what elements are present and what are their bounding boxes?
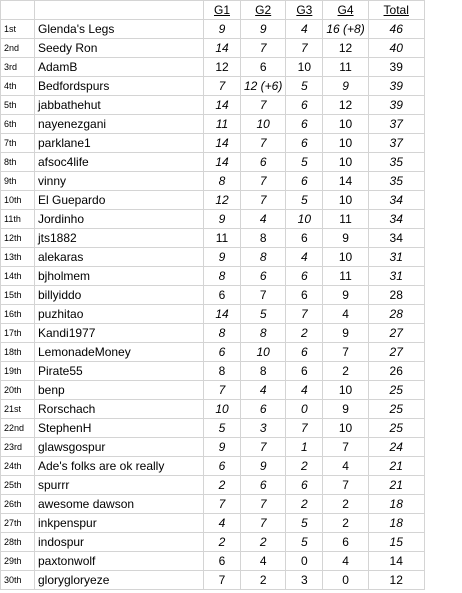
header-g3[interactable]: G3 xyxy=(286,1,323,20)
rank-cell[interactable]: 14th xyxy=(1,267,35,286)
g3-cell[interactable]: 2 xyxy=(286,324,323,343)
g2-cell[interactable]: 4 xyxy=(241,552,286,571)
g1-cell[interactable]: 9 xyxy=(204,248,241,267)
g3-cell[interactable]: 10 xyxy=(286,210,323,229)
g1-cell[interactable]: 6 xyxy=(204,552,241,571)
rank-cell[interactable]: 24th xyxy=(1,457,35,476)
g4-cell[interactable]: 12 xyxy=(323,96,368,115)
g4-cell[interactable]: 0 xyxy=(323,571,368,590)
name-cell[interactable]: Ade's folks are ok really xyxy=(35,457,204,476)
rank-cell[interactable]: 19th xyxy=(1,362,35,381)
g2-cell[interactable]: 6 xyxy=(241,58,286,77)
total-cell[interactable]: 18 xyxy=(368,495,424,514)
g2-cell[interactable]: 3 xyxy=(241,419,286,438)
name-cell[interactable]: puzhitao xyxy=(35,305,204,324)
g4-cell[interactable]: 2 xyxy=(323,362,368,381)
table-row xyxy=(1,457,425,476)
g3-cell[interactable]: 5 xyxy=(286,153,323,172)
g1-cell[interactable]: 9 xyxy=(204,438,241,457)
name-cell[interactable]: El Guepardo xyxy=(35,191,204,210)
g4-cell[interactable]: 10 xyxy=(323,134,368,153)
g3-cell[interactable]: 6 xyxy=(286,362,323,381)
table-row xyxy=(1,39,425,58)
rank-cell[interactable]: 27th xyxy=(1,514,35,533)
g3-cell[interactable]: 6 xyxy=(286,172,323,191)
g3-cell[interactable]: 6 xyxy=(286,115,323,134)
g3-cell[interactable]: 2 xyxy=(286,457,323,476)
g2-cell[interactable]: 10 xyxy=(241,343,286,362)
rank-cell[interactable]: 28th xyxy=(1,533,35,552)
g3-cell[interactable]: 0 xyxy=(286,400,323,419)
g1-cell[interactable]: 14 xyxy=(204,39,241,58)
g1-cell[interactable]: 8 xyxy=(204,267,241,286)
total-cell[interactable]: 14 xyxy=(368,552,424,571)
table-row xyxy=(1,343,425,362)
g4-cell[interactable]: 7 xyxy=(323,476,368,495)
g2-cell[interactable]: 8 xyxy=(241,229,286,248)
header-name[interactable] xyxy=(35,1,204,20)
name-cell[interactable]: afsoc4life xyxy=(35,153,204,172)
g3-cell[interactable]: 6 xyxy=(286,229,323,248)
table-row xyxy=(1,58,425,77)
table-row xyxy=(1,305,425,324)
table-row xyxy=(1,153,425,172)
total-cell[interactable]: 25 xyxy=(368,419,424,438)
name-cell[interactable]: jts1882 xyxy=(35,229,204,248)
name-cell[interactable]: StephenH xyxy=(35,419,204,438)
g1-cell[interactable]: 9 xyxy=(204,20,241,39)
table-row xyxy=(1,248,425,267)
name-cell[interactable]: nayenezgani xyxy=(35,115,204,134)
table-row xyxy=(1,267,425,286)
g1-cell[interactable]: 11 xyxy=(204,115,241,134)
g3-cell[interactable]: 4 xyxy=(286,248,323,267)
g4-cell[interactable]: 10 xyxy=(323,248,368,267)
table-row xyxy=(1,96,425,115)
g1-cell[interactable]: 14 xyxy=(204,96,241,115)
g1-cell[interactable]: 7 xyxy=(204,495,241,514)
total-cell[interactable]: 46 xyxy=(368,20,424,39)
g3-cell[interactable]: 3 xyxy=(286,571,323,590)
total-cell[interactable]: 31 xyxy=(368,248,424,267)
g2-cell[interactable]: 6 xyxy=(241,400,286,419)
g4-cell[interactable]: 9 xyxy=(323,77,368,96)
g4-cell[interactable]: 12 xyxy=(323,39,368,58)
g4-cell[interactable]: 10 xyxy=(323,191,368,210)
g1-cell[interactable]: 8 xyxy=(204,324,241,343)
table-row xyxy=(1,115,425,134)
rank-cell[interactable]: 17th xyxy=(1,324,35,343)
g4-cell[interactable]: 10 xyxy=(323,153,368,172)
total-cell[interactable]: 37 xyxy=(368,134,424,153)
g2-cell[interactable]: 5 xyxy=(241,305,286,324)
g4-cell[interactable]: 14 xyxy=(323,172,368,191)
g3-cell[interactable]: 6 xyxy=(286,96,323,115)
g4-cell[interactable]: 6 xyxy=(323,533,368,552)
name-cell[interactable]: Jordinho xyxy=(35,210,204,229)
g1-cell[interactable]: 7 xyxy=(204,571,241,590)
total-cell[interactable]: 40 xyxy=(368,39,424,58)
g1-cell[interactable]: 12 xyxy=(204,58,241,77)
g1-cell[interactable]: 7 xyxy=(204,77,241,96)
name-cell[interactable]: Pirate55 xyxy=(35,362,204,381)
g4-cell[interactable]: 2 xyxy=(323,495,368,514)
table-row xyxy=(1,381,425,400)
g1-cell[interactable]: 7 xyxy=(204,381,241,400)
total-cell[interactable]: 28 xyxy=(368,305,424,324)
table-row xyxy=(1,134,425,153)
g3-cell[interactable]: 6 xyxy=(286,476,323,495)
name-cell[interactable]: LemonadeMoney xyxy=(35,343,204,362)
g2-cell[interactable]: 7 xyxy=(241,134,286,153)
g3-cell[interactable]: 1 xyxy=(286,438,323,457)
g1-cell[interactable]: 14 xyxy=(204,134,241,153)
name-cell[interactable]: vinny xyxy=(35,172,204,191)
header-total[interactable]: Total xyxy=(368,1,424,20)
total-cell[interactable]: 34 xyxy=(368,191,424,210)
rank-cell[interactable]: 13th xyxy=(1,248,35,267)
g3-cell[interactable]: 4 xyxy=(286,381,323,400)
header-g4[interactable]: G4 xyxy=(323,1,368,20)
rank-cell[interactable]: 1st xyxy=(1,20,35,39)
g2-cell[interactable]: 12 (+6) xyxy=(241,77,286,96)
header-g2[interactable]: G2 xyxy=(241,1,286,20)
g4-cell[interactable]: 16 (+8) xyxy=(323,20,368,39)
g4-cell[interactable]: 4 xyxy=(323,305,368,324)
rank-cell[interactable]: 2nd xyxy=(1,39,35,58)
name-cell[interactable]: inkpenspur xyxy=(35,514,204,533)
rank-cell[interactable]: 6th xyxy=(1,115,35,134)
g3-cell[interactable]: 5 xyxy=(286,514,323,533)
total-cell[interactable]: 27 xyxy=(368,324,424,343)
total-cell[interactable]: 28 xyxy=(368,286,424,305)
name-cell[interactable]: Glenda's Legs xyxy=(35,20,204,39)
name-cell[interactable]: spurrr xyxy=(35,476,204,495)
name-cell[interactable]: parklane1 xyxy=(35,134,204,153)
table-row xyxy=(1,495,425,514)
table-row xyxy=(1,476,425,495)
g2-cell[interactable]: 9 xyxy=(241,457,286,476)
header-row xyxy=(1,1,425,20)
name-cell[interactable]: Bedfordspurs xyxy=(35,77,204,96)
name-cell[interactable]: Seedy Ron xyxy=(35,39,204,58)
g3-cell[interactable]: 0 xyxy=(286,552,323,571)
g4-cell[interactable]: 7 xyxy=(323,438,368,457)
g3-cell[interactable]: 6 xyxy=(286,343,323,362)
g2-cell[interactable]: 6 xyxy=(241,153,286,172)
g1-cell[interactable]: 9 xyxy=(204,210,241,229)
g3-cell[interactable]: 10 xyxy=(286,58,323,77)
g1-cell[interactable]: 11 xyxy=(204,229,241,248)
name-cell[interactable]: awesome dawson xyxy=(35,495,204,514)
total-cell[interactable]: 25 xyxy=(368,381,424,400)
g1-cell[interactable]: 8 xyxy=(204,362,241,381)
name-cell[interactable]: indospur xyxy=(35,533,204,552)
total-cell[interactable]: 31 xyxy=(368,267,424,286)
rank-cell[interactable]: 25th xyxy=(1,476,35,495)
g4-cell[interactable]: 9 xyxy=(323,324,368,343)
g2-cell[interactable]: 4 xyxy=(241,381,286,400)
g3-cell[interactable]: 7 xyxy=(286,419,323,438)
g4-cell[interactable]: 2 xyxy=(323,514,368,533)
g2-cell[interactable]: 9 xyxy=(241,20,286,39)
name-cell[interactable]: glawsgospur xyxy=(35,438,204,457)
g4-cell[interactable]: 10 xyxy=(323,381,368,400)
rank-cell[interactable]: 18th xyxy=(1,343,35,362)
g2-cell[interactable]: 8 xyxy=(241,324,286,343)
g3-cell[interactable]: 2 xyxy=(286,495,323,514)
g4-cell[interactable]: 10 xyxy=(323,115,368,134)
total-cell[interactable]: 39 xyxy=(368,96,424,115)
table-row xyxy=(1,419,425,438)
name-cell[interactable]: paxtonwolf xyxy=(35,552,204,571)
g1-cell[interactable]: 6 xyxy=(204,286,241,305)
g1-cell[interactable]: 6 xyxy=(204,457,241,476)
g1-cell[interactable]: 14 xyxy=(204,153,241,172)
g3-cell[interactable]: 5 xyxy=(286,533,323,552)
total-cell[interactable]: 15 xyxy=(368,533,424,552)
g2-cell[interactable]: 6 xyxy=(241,267,286,286)
name-cell[interactable]: billyiddo xyxy=(35,286,204,305)
g1-cell[interactable]: 5 xyxy=(204,419,241,438)
rank-cell[interactable]: 3rd xyxy=(1,58,35,77)
name-cell[interactable]: jabbathehut xyxy=(35,96,204,115)
table-row xyxy=(1,286,425,305)
g4-cell[interactable]: 7 xyxy=(323,343,368,362)
total-cell[interactable]: 39 xyxy=(368,58,424,77)
g4-cell[interactable]: 11 xyxy=(323,58,368,77)
table-row xyxy=(1,324,425,343)
table-row xyxy=(1,514,425,533)
g1-cell[interactable]: 2 xyxy=(204,476,241,495)
g1-cell[interactable]: 12 xyxy=(204,191,241,210)
rank-cell[interactable]: 11th xyxy=(1,210,35,229)
g2-cell[interactable]: 10 xyxy=(241,115,286,134)
rank-cell[interactable]: 26th xyxy=(1,495,35,514)
g1-cell[interactable]: 4 xyxy=(204,514,241,533)
name-cell[interactable]: glorygloryeze xyxy=(35,571,204,590)
g2-cell[interactable]: 2 xyxy=(241,533,286,552)
rank-cell[interactable]: 5th xyxy=(1,96,35,115)
table-row xyxy=(1,362,425,381)
rank-cell[interactable]: 8th xyxy=(1,153,35,172)
total-cell[interactable]: 18 xyxy=(368,514,424,533)
g1-cell[interactable]: 8 xyxy=(204,172,241,191)
header-rank[interactable] xyxy=(1,1,35,20)
g4-cell[interactable]: 11 xyxy=(323,267,368,286)
table-row xyxy=(1,77,425,96)
g1-cell[interactable]: 6 xyxy=(204,343,241,362)
g2-cell[interactable]: 8 xyxy=(241,248,286,267)
total-cell[interactable]: 35 xyxy=(368,172,424,191)
g3-cell[interactable]: 6 xyxy=(286,286,323,305)
rank-cell[interactable]: 30th xyxy=(1,571,35,590)
rank-cell[interactable]: 20th xyxy=(1,381,35,400)
table-row xyxy=(1,400,425,419)
table-row xyxy=(1,229,425,248)
rank-cell[interactable]: 15th xyxy=(1,286,35,305)
g2-cell[interactable]: 2 xyxy=(241,571,286,590)
g1-cell[interactable]: 10 xyxy=(204,400,241,419)
total-cell[interactable]: 34 xyxy=(368,229,424,248)
rank-cell[interactable]: 4th xyxy=(1,77,35,96)
g3-cell[interactable]: 4 xyxy=(286,20,323,39)
rank-cell[interactable]: 29th xyxy=(1,552,35,571)
total-cell[interactable]: 26 xyxy=(368,362,424,381)
table-row xyxy=(1,210,425,229)
g1-cell[interactable]: 2 xyxy=(204,533,241,552)
name-cell[interactable]: Kandi1977 xyxy=(35,324,204,343)
g2-cell[interactable]: 8 xyxy=(241,362,286,381)
g2-cell[interactable]: 7 xyxy=(241,191,286,210)
g2-cell[interactable]: 7 xyxy=(241,39,286,58)
total-cell[interactable]: 25 xyxy=(368,400,424,419)
total-cell[interactable]: 35 xyxy=(368,153,424,172)
total-cell[interactable]: 37 xyxy=(368,115,424,134)
total-cell[interactable]: 27 xyxy=(368,343,424,362)
g2-cell[interactable]: 7 xyxy=(241,96,286,115)
rank-cell[interactable]: 12th xyxy=(1,229,35,248)
g2-cell[interactable]: 6 xyxy=(241,476,286,495)
g4-cell[interactable]: 4 xyxy=(323,457,368,476)
g3-cell[interactable]: 6 xyxy=(286,267,323,286)
g4-cell[interactable]: 11 xyxy=(323,210,368,229)
g2-cell[interactable]: 4 xyxy=(241,210,286,229)
table-row xyxy=(1,20,425,39)
g2-cell[interactable]: 7 xyxy=(241,172,286,191)
g4-cell[interactable]: 9 xyxy=(323,229,368,248)
table-row xyxy=(1,571,425,590)
g2-cell[interactable]: 7 xyxy=(241,514,286,533)
total-cell[interactable]: 21 xyxy=(368,457,424,476)
table-row xyxy=(1,172,425,191)
g3-cell[interactable]: 5 xyxy=(286,77,323,96)
g4-cell[interactable]: 9 xyxy=(323,286,368,305)
g4-cell[interactable]: 4 xyxy=(323,552,368,571)
name-cell[interactable]: bjholmem xyxy=(35,267,204,286)
rank-cell[interactable]: 23rd xyxy=(1,438,35,457)
total-cell[interactable]: 12 xyxy=(368,571,424,590)
g1-cell[interactable]: 14 xyxy=(204,305,241,324)
g3-cell[interactable]: 7 xyxy=(286,39,323,58)
g4-cell[interactable]: 10 xyxy=(323,419,368,438)
g2-cell[interactable]: 7 xyxy=(241,495,286,514)
g2-cell[interactable]: 7 xyxy=(241,438,286,457)
rank-cell[interactable]: 10th xyxy=(1,191,35,210)
table-row xyxy=(1,552,425,571)
g3-cell[interactable]: 5 xyxy=(286,191,323,210)
total-cell[interactable]: 34 xyxy=(368,210,424,229)
name-cell[interactable]: alekaras xyxy=(35,248,204,267)
g3-cell[interactable]: 6 xyxy=(286,134,323,153)
total-cell[interactable]: 39 xyxy=(368,77,424,96)
table-row xyxy=(1,438,425,457)
header-g1[interactable]: G1 xyxy=(204,1,241,20)
rank-cell[interactable]: 22nd xyxy=(1,419,35,438)
g3-cell[interactable]: 7 xyxy=(286,305,323,324)
total-cell[interactable]: 24 xyxy=(368,438,424,457)
g4-cell[interactable]: 9 xyxy=(323,400,368,419)
name-cell[interactable]: Rorschach xyxy=(35,400,204,419)
name-cell[interactable]: AdamB xyxy=(35,58,204,77)
table-row xyxy=(1,191,425,210)
rank-cell[interactable]: 7th xyxy=(1,134,35,153)
rank-cell[interactable]: 21st xyxy=(1,400,35,419)
rank-cell[interactable]: 9th xyxy=(1,172,35,191)
g2-cell[interactable]: 7 xyxy=(241,286,286,305)
table-row xyxy=(1,533,425,552)
name-cell[interactable]: benp xyxy=(35,381,204,400)
rank-cell[interactable]: 16th xyxy=(1,305,35,324)
total-cell[interactable]: 21 xyxy=(368,476,424,495)
